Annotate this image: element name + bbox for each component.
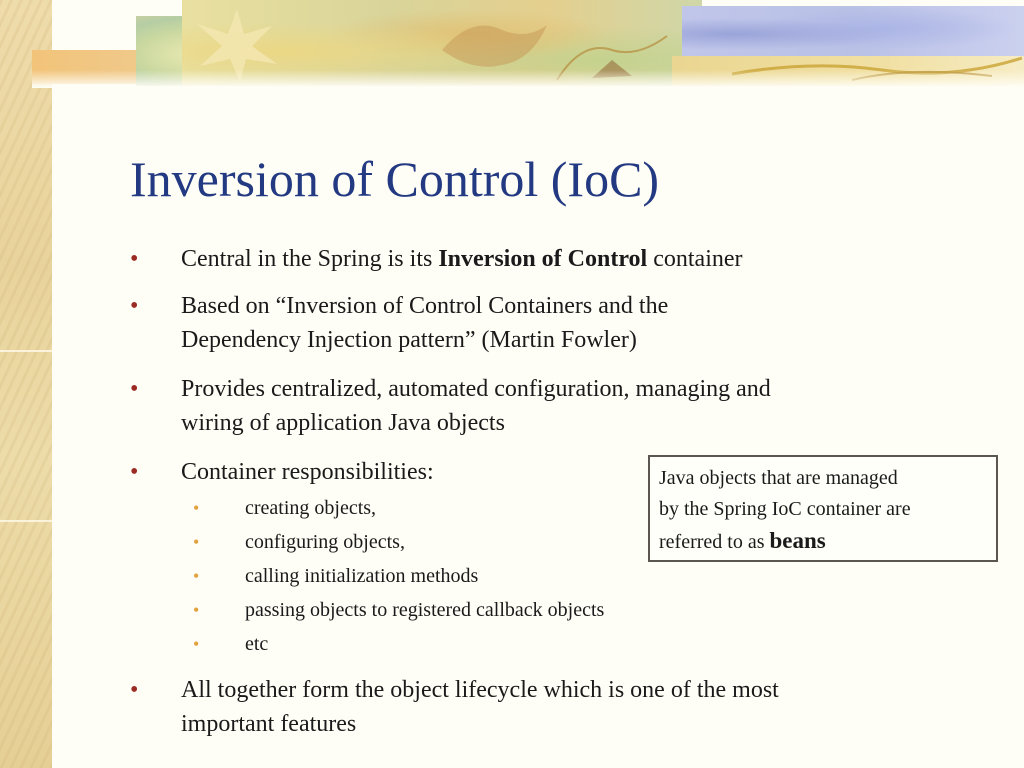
callout-line: referred to as beans — [659, 528, 826, 553]
bullet-text: All together form the object lifecycle which is one of the most important features — [181, 677, 779, 737]
bullet-marker: • — [130, 459, 139, 485]
beans-callout-box — [648, 455, 998, 562]
bullet-marker: • — [130, 376, 139, 402]
sub-bullet-text: etc — [245, 633, 269, 655]
callout-line: Java objects that are managed — [659, 467, 898, 489]
sub-bullet-marker: • — [193, 634, 200, 654]
bullet-marker: • — [130, 677, 139, 703]
sub-bullet-text: passing objects to registered callback objects — [245, 599, 605, 621]
sub-bullet-text: configuring objects, — [245, 531, 405, 553]
left-parchment-strip — [0, 0, 52, 768]
bullet-emphasis: Inversion of Control — [438, 246, 648, 272]
slide-title: Inversion of Control (IoC) — [130, 151, 660, 207]
bullet-text: Central in the Spring is its Inversion of Control container — [181, 246, 743, 272]
bullet-text: Container responsibilities: — [181, 459, 434, 485]
sub-bullet-text: calling initialization methods — [245, 565, 479, 587]
top-decorative-banner — [32, 0, 1024, 88]
beans-term: beans — [769, 528, 826, 553]
sub-bullet-marker: • — [193, 566, 200, 586]
sub-bullet-marker: • — [193, 600, 200, 620]
bullet-text: Provides centralized, automated configuration, managing and wiring of application Java objects — [181, 376, 771, 436]
bullet-text: Based on “Inversion of Control Containers and the Dependency Injection pattern” (Martin Fowler) — [181, 293, 669, 353]
bullet-marker: • — [130, 293, 139, 319]
sub-bullet-text: creating objects, — [245, 497, 377, 519]
callout-line: by the Spring IoC container are — [659, 498, 911, 520]
sub-bullet-marker: • — [193, 498, 200, 518]
bullet-marker: • — [130, 246, 139, 272]
sub-bullet-marker: • — [193, 532, 200, 552]
